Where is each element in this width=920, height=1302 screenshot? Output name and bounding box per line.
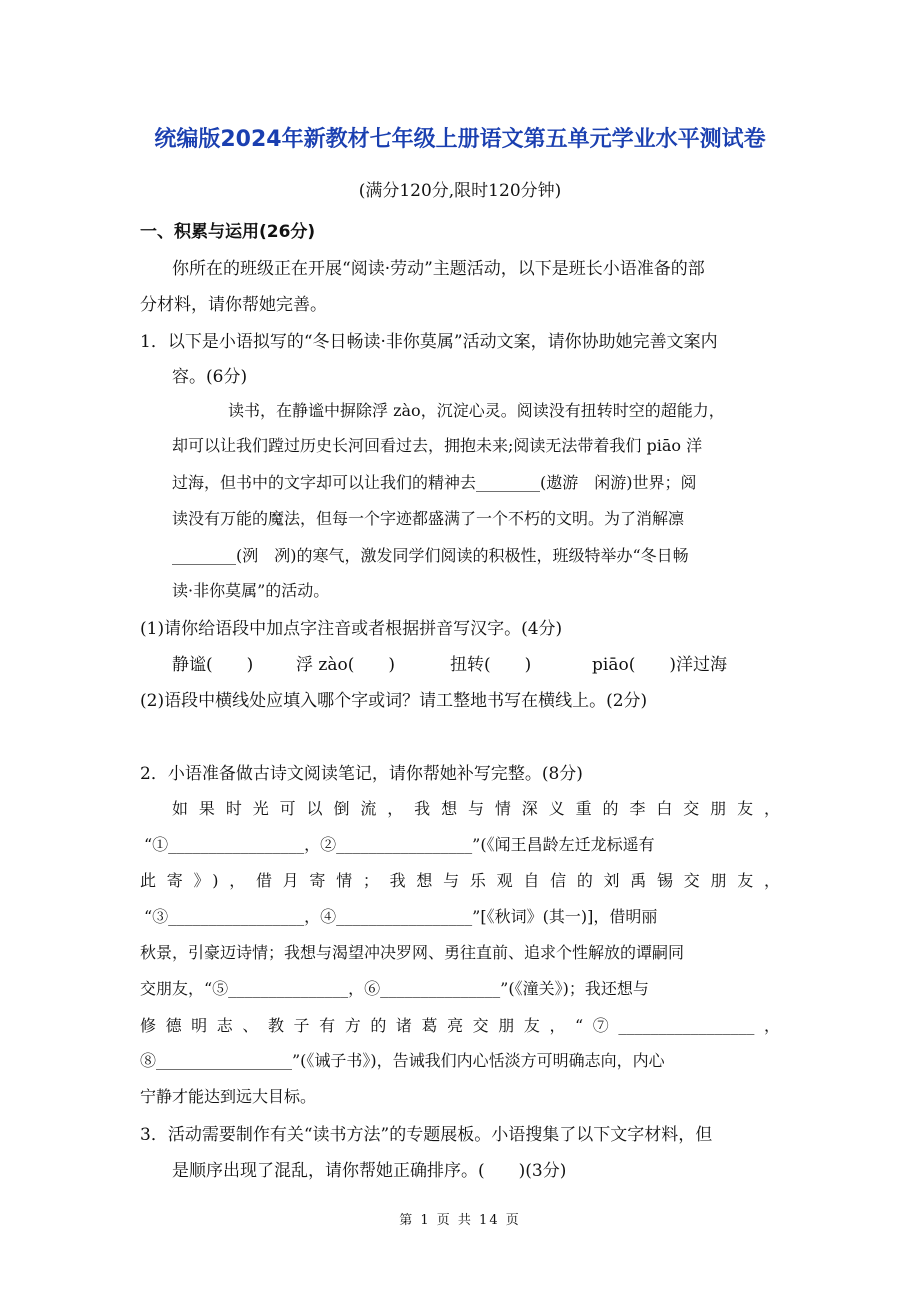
question-stem: 2．小语准备做古诗文阅读笔记，请你帮她补写完整。(8分)	[140, 764, 583, 784]
section-heading: 一、积累与运用(26分)	[140, 222, 316, 242]
question-stem: 1．以下是小语拟写的“冬日畅读·非你莫属”活动文案，请你协助她完善文案内	[140, 332, 718, 352]
fill-line: 宁静才能达到远大目标。	[140, 1087, 317, 1106]
page-title: 统编版2024年新教材七年级上册语文第五单元学业水平测试卷	[154, 127, 766, 152]
passage-line: 却可以让我们蹚过历史长河回看过去，拥抱未来;阅读无法带着我们 piāo 洋	[172, 436, 703, 455]
question-stem: 容。(6分)	[172, 367, 248, 387]
fill-line: “①_________________，②_________________”(《闻王昌龄左迁龙标遥有	[144, 835, 655, 854]
score-time-note: (满分120分,限时120分钟)	[358, 181, 562, 201]
page-footer: 第 1 页 共 14 页	[399, 1213, 521, 1228]
sub-question: (2)语段中横线处应填入哪个字或词？请工整地书写在横线上。(2分)	[140, 691, 648, 711]
passage-line: 读·非你莫属”的活动。	[172, 581, 330, 600]
fill-line: 秋景，引豪迈诗情；我想与渴望冲决罗网、勇往直前、追求个性解放的谭嗣同	[140, 943, 685, 962]
answer-blank: 扭转( )	[450, 655, 532, 675]
answer-blank: 浮 zào( )	[296, 655, 395, 675]
passage-line: 读书，在静谧中摒除浮 zào，沉淀心灵。阅读没有扭转时空的超能力，	[228, 401, 725, 420]
fill-line: 如果时光可以倒流，我想与情深义重的李白交朋友，	[172, 799, 780, 818]
sub-question: (1)请你给语段中加点字注音或者根据拼音写汉字。(4分)	[140, 619, 563, 639]
intro-line: 分材料，请你帮她完善。	[140, 295, 327, 315]
answer-blank: 静谧( )	[172, 655, 254, 675]
passage-line: 读没有万能的魔法，但每一个字迹都盛满了一个不朽的文明。为了消解凛	[172, 509, 685, 528]
intro-line: 你所在的班级正在开展“阅读·劳动”主题活动，以下是班长小语准备的部	[172, 259, 705, 279]
question-stem: 3．活动需要制作有关“读书方法”的专题展板。小语搜集了以下文字材料，但	[140, 1125, 713, 1145]
fill-line: “③_________________，④_________________”[《秋词》(其一)]，借明丽	[144, 907, 658, 926]
answer-blank: piāo( )洋过海	[592, 655, 727, 675]
fill-line: 交朋友，“⑤_______________，⑥_______________”(《潼关》)；我还想与	[140, 979, 649, 998]
passage-line: 过海，但书中的文字却可以让我们的精神去________(遨游 闲游)世界；阅	[172, 473, 697, 492]
fill-line: 此寄》)，借月寄情；我想与乐观自信的刘禹锡交朋友，	[140, 871, 780, 890]
question-stem: 是顺序出现了混乱，请你帮她正确排序。( )(3分)	[172, 1161, 567, 1181]
passage-line: ________(洌 冽)的寒气，激发同学们阅读的积极性，班级特举办“冬日畅	[172, 546, 689, 565]
fill-line: 修德明志、教子有方的诸葛亮交朋友，“⑦_________________，	[140, 1016, 780, 1035]
fill-line: ⑧_________________”(《诫子书》)，告诫我们内心恬淡方可明确志向，内心	[140, 1051, 665, 1070]
